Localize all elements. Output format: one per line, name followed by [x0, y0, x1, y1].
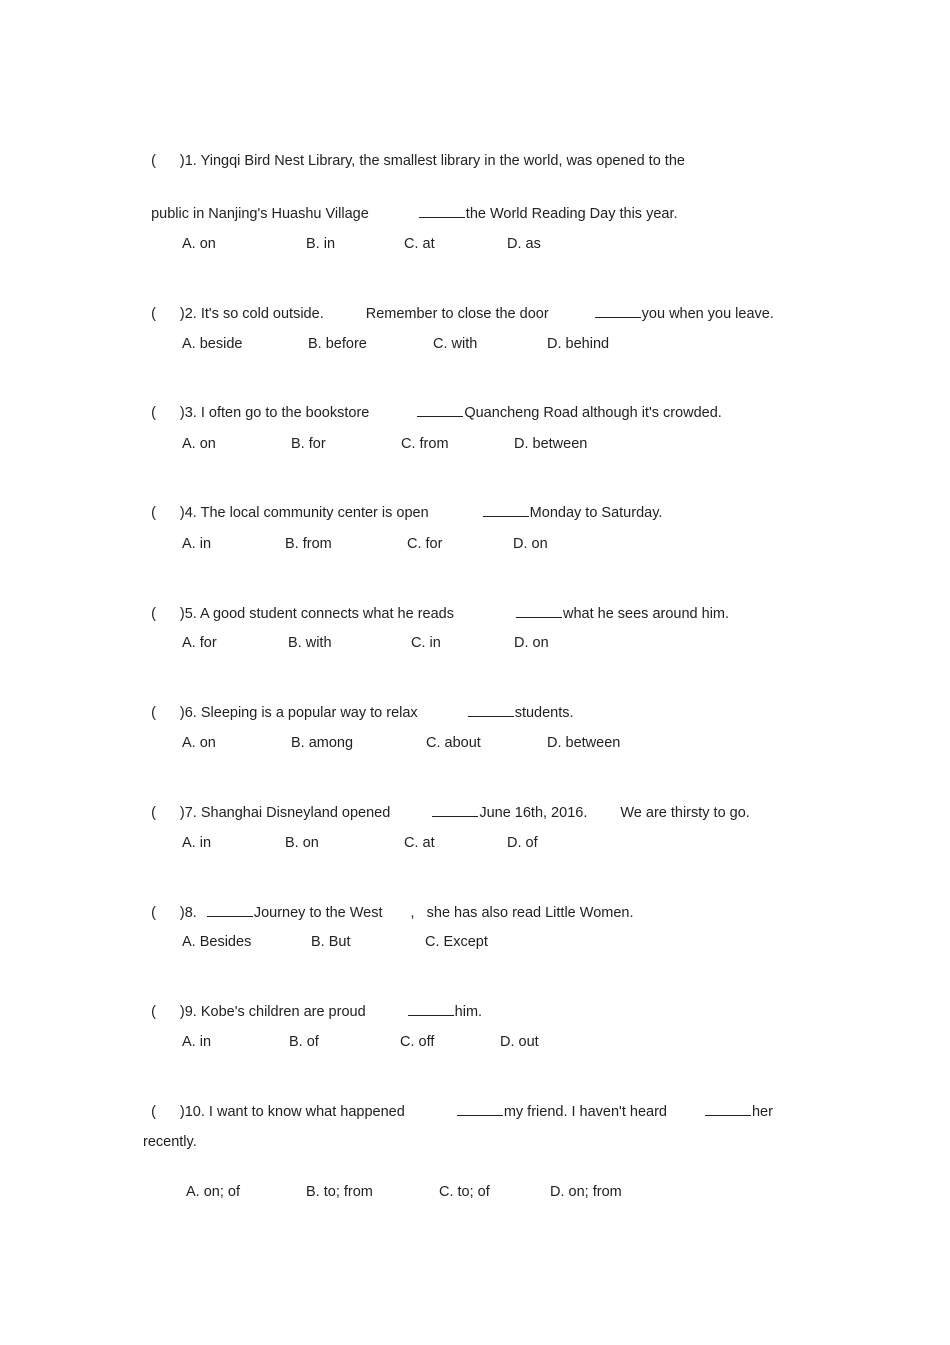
option-b: B. But	[311, 934, 351, 950]
option-c: C. at	[404, 236, 435, 252]
option-d: D. behind	[547, 336, 610, 352]
option-a: A. on; of	[186, 1184, 241, 1200]
question-6-stem: ( )6. Sleeping is a popular way to relax students.	[143, 684, 574, 722]
question-2-stem: ( )2. It's so cold outside. Remember to close the door you when you leave.	[143, 285, 774, 323]
option-c: C. in	[411, 635, 441, 651]
option-c: C. off	[400, 1034, 435, 1050]
option-c: C. at	[404, 835, 435, 851]
option-d: D. of	[507, 835, 538, 851]
answer-blank	[419, 203, 465, 218]
option-a: A. for	[182, 635, 217, 651]
option-b: B. among	[291, 735, 354, 751]
question-7-stem: ( )7. Shanghai Disneyland opened June 16th, 2016. We are thirsty to go.	[143, 784, 750, 822]
question-8-stem: ( )8. Journey to the West , she has also read Little Women.	[143, 884, 634, 922]
question-1-stem: ( )1. Yingqi Bird Nest Library, the smallest library in the world, was opened to the	[151, 153, 685, 169]
option-d: D. as	[507, 236, 541, 252]
option-c: C. to; of	[439, 1184, 490, 1200]
question-5-stem: ( )5. A good student connects what he reads what he sees around him.	[143, 585, 729, 623]
option-c: C. Except	[425, 934, 488, 950]
answer-blank	[207, 902, 253, 917]
option-b: B. to; from	[306, 1184, 373, 1200]
option-a: A. in	[182, 1034, 212, 1050]
option-a: A. in	[182, 835, 212, 851]
option-a: A. on	[182, 236, 216, 252]
option-c: C. from	[401, 436, 449, 452]
option-d: D. on	[514, 635, 549, 651]
option-d: D. out	[500, 1034, 539, 1050]
answer-blank	[408, 1001, 454, 1016]
answer-blank	[457, 1101, 503, 1116]
answer-blank	[595, 303, 641, 318]
option-a: A. Besides	[182, 934, 252, 950]
option-d: D. on; from	[550, 1184, 622, 1200]
option-b: B. on	[285, 835, 319, 851]
option-b: B. with	[288, 635, 332, 651]
option-a: A. in	[182, 536, 212, 552]
option-d: D. on	[513, 536, 548, 552]
option-b: B. for	[291, 436, 326, 452]
question-10-continuation: recently.	[143, 1134, 197, 1150]
option-d: D. between	[547, 735, 621, 751]
question-1-continuation: public in Nanjing's Huashu Village the World Reading Day this year.	[143, 185, 678, 223]
option-b: B. in	[306, 236, 336, 252]
answer-blank	[705, 1101, 751, 1116]
option-a: A. on	[182, 436, 216, 452]
answer-blank	[483, 502, 529, 517]
option-a: A. on	[182, 735, 216, 751]
option-b: B. of	[289, 1034, 319, 1050]
option-b: B. before	[308, 336, 367, 352]
option-b: B. from	[285, 536, 332, 552]
option-d: D. between	[514, 436, 588, 452]
question-9-stem: ( )9. Kobe's children are proud him.	[143, 983, 482, 1021]
answer-blank	[417, 402, 463, 417]
option-c: C. for	[407, 536, 443, 552]
answer-blank	[432, 802, 478, 817]
question-3-stem: ( )3. I often go to the bookstore Quancheng Road although it's crowded.	[143, 384, 722, 422]
question-10-stem: ( )10. I want to know what happened my friend. I haven't heard her	[143, 1083, 773, 1121]
answer-blank	[516, 603, 562, 618]
option-a: A. beside	[182, 336, 243, 352]
answer-blank	[468, 702, 514, 717]
option-c: C. with	[433, 336, 478, 352]
question-4-stem: ( )4. The local community center is open Monday to Saturday.	[143, 484, 662, 522]
option-c: C. about	[426, 735, 481, 751]
answer-paren: (	[151, 153, 156, 169]
